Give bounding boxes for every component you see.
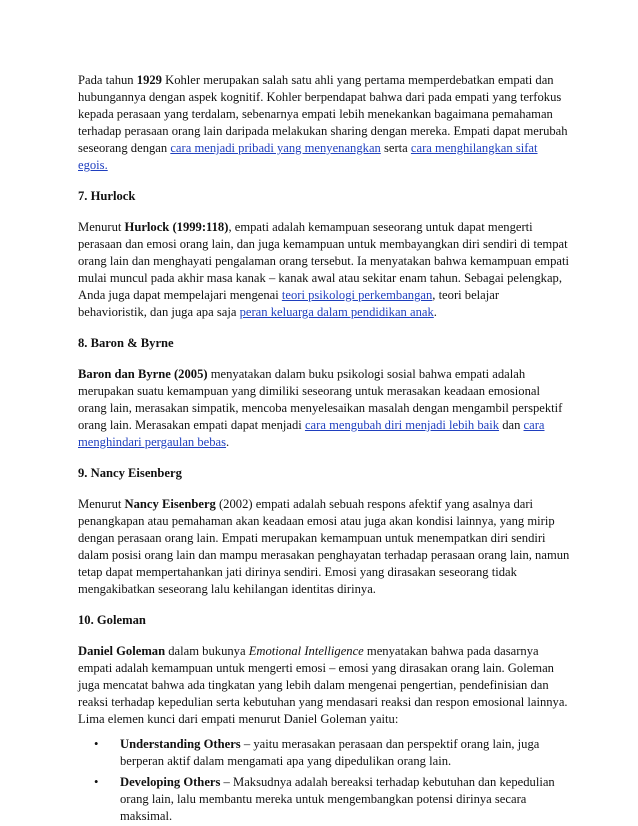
heading-goleman: 10. Goleman — [78, 613, 146, 627]
list-item — [94, 774, 570, 825]
link-cara-menghindari-pergaulan[interactable]: cara menghindari pergaulan bebas — [78, 418, 545, 449]
goleman-paragraph — [78, 643, 570, 728]
hurlock-text-4: . — [433, 305, 437, 319]
list-item-title: Developing Others — [120, 775, 221, 789]
list-item — [94, 736, 570, 770]
eisenberg-text-1: Menurut — [78, 497, 125, 511]
hurlock-paragraph — [78, 219, 570, 321]
baron-byrne-citation: Baron dan Byrne (2005) — [78, 367, 208, 381]
goleman-elements-list — [78, 736, 570, 825]
heading-baron-byrne: 8. Baron & Byrne — [78, 336, 174, 350]
goleman-name: Daniel Goleman — [78, 644, 166, 658]
link-cara-mengubah-diri[interactable]: cara mengubah diri menjadi lebih baik — [304, 418, 500, 432]
goleman-book-title: Emotional Intelligence — [248, 644, 364, 658]
list-item-text: – yaitu merasakan perasaan dan perspektif orang lain, juga berperan aktif dalam mengamati apa yang dipedulikan orang lain. — [120, 737, 540, 768]
eisenberg-paragraph — [78, 496, 570, 598]
hurlock-text-3: , teori belajar behavioristik, dan juga apa saja — [78, 288, 500, 319]
baron-byrne-text-2: dan — [499, 418, 524, 432]
baron-byrne-text-3: . — [226, 435, 230, 449]
intro-text-3: serta — [380, 141, 411, 155]
hurlock-text-1: Menurut — [78, 220, 125, 234]
goleman-text-2: menyatakan bahwa pada dasarnya empati adalah kemampuan untuk mengerti emosi – emosi yang dirasakan orang lain. Goleman juga mencatat bahwa ada tingkatan yang lebih dalam mengenai pengertian, pendefinisian dan reaksi terhadap kepedulian serta kebutuhan yang mendasari reaksi dan respon emosional lainnya. Lima elemen kunci dari empati menurut Daniel Goleman yaitu: — [78, 644, 568, 726]
link-teori-psikologi-perkembangan[interactable]: teori psikologi perkembangan — [281, 288, 433, 302]
heading-hurlock: 7. Hurlock — [78, 189, 136, 203]
link-peran-keluarga[interactable]: peran keluarga dalam pendidikan anak — [239, 305, 434, 319]
goleman-text-1: dalam bukunya — [165, 644, 249, 658]
hurlock-citation: Hurlock (1999:118) — [124, 220, 229, 234]
intro-text-1: Pada tahun — [78, 73, 137, 87]
link-cara-menghilangkan-sifat-egois[interactable]: cara menghilangkan sifat egois. — [78, 141, 538, 172]
heading-nancy-eisenberg: 9. Nancy Eisenberg — [78, 466, 182, 480]
link-cara-menjadi-pribadi[interactable]: cara menjadi pribadi yang menyenangkan — [170, 141, 381, 155]
list-item-text: – Maksudnya adalah bereaksi terhadap kebutuhan dan kepedulian orang lain, lalu membantu mereka untuk mengembangkan potensi dirinya secara maksimal. — [120, 775, 555, 823]
list-item-title: Understanding Others — [120, 737, 241, 751]
baron-byrne-text-1: menyatakan dalam buku psikologi sosial bahwa empati adalah merupakan suatu kemampuan yang dimiliki seseorang untuk merasakan keadaan emosional orang lain, merasakan simpatik, mencoba menyelesaikan masalah dengan mengambil perspektif orang lain. Merasakan empati dapat menjadi — [78, 367, 563, 432]
baron-byrne-paragraph — [78, 366, 570, 451]
eisenberg-name: Nancy Eisenberg — [124, 497, 216, 511]
eisenberg-text-2: (2002) empati adalah sebuah respons afektif yang asalnya dari penangkapan atau pemahaman akan keadaan emosi atau juga akan kondisi lainnya, yang mirip dengan perasaan orang lain. Empati merupakan kemampuan untuk menempatkan diri sendiri dalam posisi orang lain dan mampu merasakan penghayatan terhadap perasaan orang lain, namun tetap dapat mempertahankan jati dirinya sendiri. Emosi yang dirasakan seseorang tidak mengakibatkan seseorang lalu kehilangan identitas dirinya. — [78, 497, 570, 596]
bullet-icon: • — [94, 737, 99, 751]
hurlock-text-2: , empati adalah kemampuan seseorang untuk dapat mengerti perasaan dan emosi orang lain, dan juga kemampuan untuk membayangkan diri sendiri di tempat orang lain dan menghayati pengalaman orang tersebut. Ia menyatakan bahwa kemampuan empati mulai muncul pada akhir masa kanak – kanak awal atau sekitar enam tahun. Sebagai pelengkap, Anda juga dapat mempelajari mengenai — [78, 220, 569, 302]
bullet-icon: • — [94, 775, 99, 789]
intro-paragraph — [78, 72, 570, 174]
intro-year: 1929 — [136, 73, 162, 87]
intro-text-2: Kohler merupakan salah satu ahli yang pertama memperdebatkan empati dan hubungannya dengan aspek kognitif. Kohler berpendapat bahwa dari pada empati yang terfokus kepada perasaan yang terdalam, sebenarnya empati lebih menekankan bagaimana pemahaman terhadap perasaan orang lain daripada melakukan sharing dengan mereka. Empati dapat merubah seseorang dengan — [78, 73, 568, 155]
